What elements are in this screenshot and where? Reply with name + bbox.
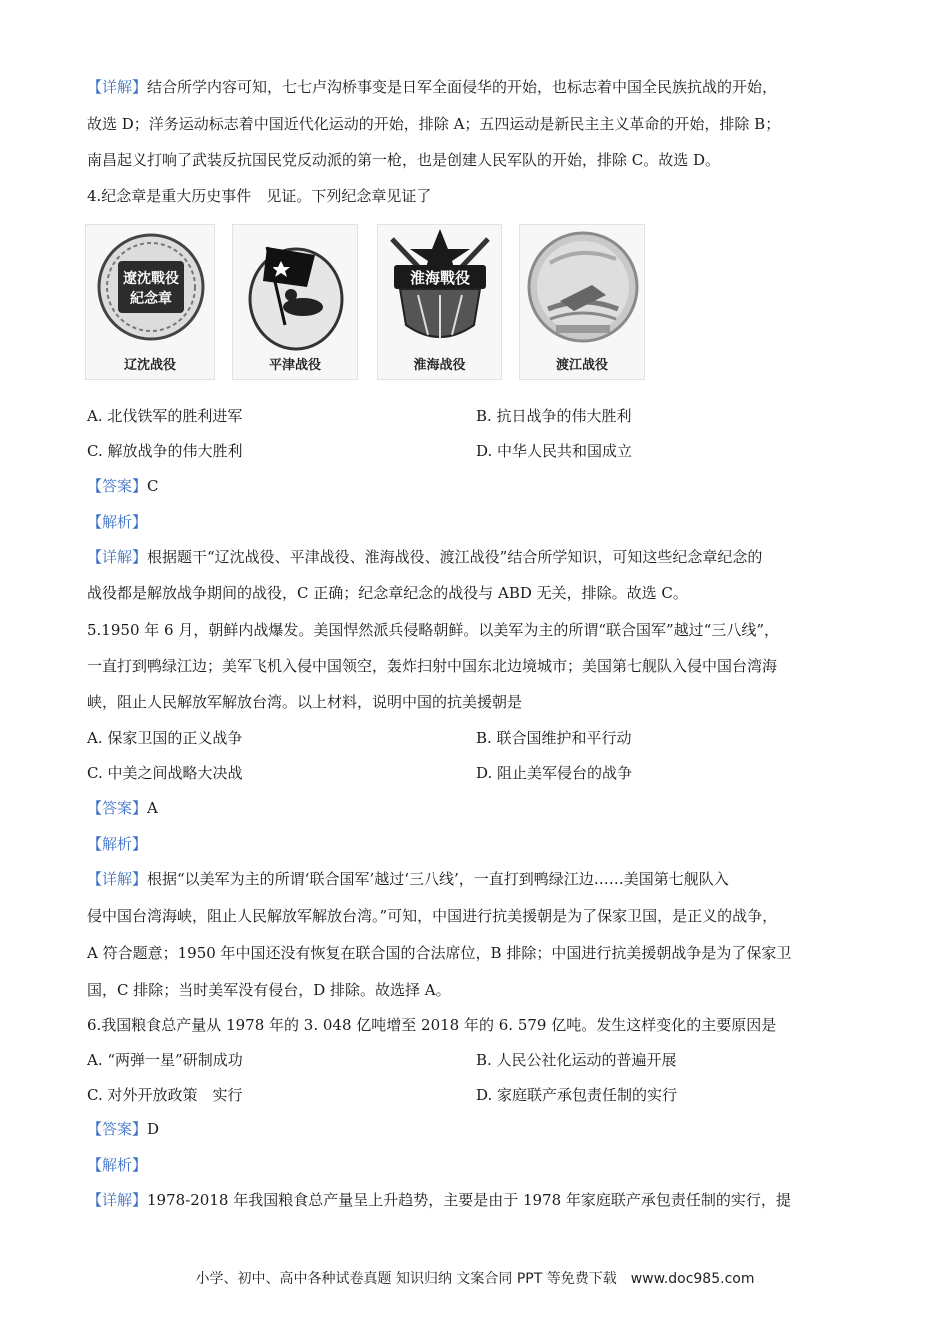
q5-option-d: D. 阻止美军侵台的战争 <box>476 764 633 782</box>
q6-option-a: A. “两弹一星”研制成功 <box>87 1051 243 1069</box>
svg-text:紀念章: 紀念章 <box>130 291 172 307</box>
detail-tag: 【详解】 <box>87 1191 148 1209</box>
q5-detail-line-2: 侵中国台湾海峡，阻止人民解放军解放台湾。”可知，中国进行抗美援朝是为了保家卫国，是正义的战争， <box>87 907 778 925</box>
q5-stem-line-1: 5.1950 年 6 月，朝鲜内战爆发。美国悍然派兵侵略朝鲜。以美军为主的所谓“联合国军”越过“三八线”， <box>87 621 780 639</box>
q6-option-d: D. 家庭联产承包责任制的实行 <box>476 1086 678 1104</box>
q5-detail-line-4: 国，C 排除；当时美军没有侵台，D 排除。故选择 A。 <box>87 981 451 999</box>
medal-liaoshen-icon <box>86 225 216 355</box>
q5-detail-line-3: A 符合题意；1950 年中国还没有恢复在联合国的合法席位，B 排除；中国进行抗美援朝战争是为了保家卫 <box>87 944 792 962</box>
q5-stem-line-3: 峡，阻止人民解放军解放台湾。以上材料，说明中国的抗美援朝是 <box>87 693 523 711</box>
answer-value: A <box>147 799 158 817</box>
q5-option-c: C. 中美之间战略大决战 <box>87 764 243 782</box>
q4-answer <box>87 475 877 497</box>
detail-tag: 【详解】 <box>87 870 148 888</box>
q3-detail-line-3: 南昌起义打响了武装反抗国民党反动派的第一枪，也是创建人民军队的开始，排除 C。故选 D。 <box>87 151 721 169</box>
q4-detail-line-2: 战役都是解放战争期间的战役，C 正确；纪念章纪念的战役与 ABD 无关，排除。故选 C。 <box>87 584 688 602</box>
medal-dujiang-icon <box>520 225 646 355</box>
q5-option-a: A. 保家卫国的正义战争 <box>87 729 243 747</box>
q4-option-c: C. 解放战争的伟大胜利 <box>87 442 243 460</box>
q3-detail-line-2: 故选 D；洋务运动标志着中国近代化运动的开始，排除 A；五四运动是新民主主义革命的开始，排除 B； <box>87 115 781 133</box>
q6-option-c: C. 对外开放政策 实行 <box>87 1086 243 1104</box>
q6-answer <box>87 1118 877 1140</box>
medal-liaoshen <box>85 224 215 380</box>
analysis-tag: 【解析】 <box>87 513 148 531</box>
medal-huaihai-icon <box>378 225 503 355</box>
medal-pingjin-icon <box>233 225 359 355</box>
detail-text: 根据“以美军为主的所谓‘联合国军’越过‘三八线’，一直打到鸭绿江边……美国第七舰队入 <box>147 870 729 888</box>
answer-tag: 【答案】 <box>87 1120 148 1138</box>
detail-text: 1978-2018 年我国粮食总产量呈上升趋势，主要是由于 1978 年家庭联产承包责任制的实行，提 <box>147 1191 791 1209</box>
medal-huaihai <box>377 224 502 380</box>
medal-caption: 平津战役 <box>268 358 321 373</box>
answer-tag: 【答案】 <box>87 477 148 495</box>
medal-caption: 淮海战役 <box>413 358 466 373</box>
medal-caption: 辽沈战役 <box>123 358 176 373</box>
detail-text: 结合所学内容可知，七七卢沟桥事变是日军全面侵华的开始，也标志着中国全民族抗战的开始， <box>147 78 778 96</box>
detail-text: 根据题干“辽沈战役、平津战役、淮海战役、渡江战役”结合所学知识，可知这些纪念章纪念的 <box>147 548 763 566</box>
q6-analysis <box>87 1154 877 1176</box>
medal-dujiang <box>519 224 645 380</box>
svg-text:遼沈戰役: 遼沈戰役 <box>123 271 179 287</box>
q5-option-b: B. 联合国维护和平行动 <box>476 729 632 747</box>
q3-detail-line-1 <box>87 76 877 98</box>
medal-image-row <box>85 224 645 380</box>
q5-stem-line-2: 一直打到鸭绿江边；美军飞机入侵中国领空，轰炸扫射中国东北边境城市；美国第七舰队入侵中国台湾海 <box>87 657 778 675</box>
detail-tag: 【详解】 <box>87 548 148 566</box>
medal-pingjin <box>232 224 358 380</box>
q6-option-b: B. 人民公社化运动的普遍开展 <box>476 1051 677 1069</box>
analysis-tag: 【解析】 <box>87 835 148 853</box>
q4-stem: 4.纪念章是重大历史事件 见证。下列纪念章见证了 <box>87 187 432 205</box>
q4-analysis <box>87 511 877 533</box>
q4-option-d: D. 中华人民共和国成立 <box>476 442 633 460</box>
svg-text:淮海戰役: 淮海戰役 <box>409 269 471 287</box>
answer-tag: 【答案】 <box>87 799 148 817</box>
q5-answer <box>87 797 877 819</box>
q6-stem: 6.我国粮食总产量从 1978 年的 3. 048 亿吨增至 2018 年的 6. 579 亿吨。发生这样变化的主要原因是 <box>87 1016 777 1034</box>
q5-analysis <box>87 833 877 855</box>
q4-detail-line-1 <box>87 546 877 568</box>
q4-option-a: A. 北伐铁军的胜利进军 <box>87 407 243 425</box>
q4-option-b: B. 抗日战争的伟大胜利 <box>476 407 632 425</box>
q5-detail-line-1 <box>87 868 877 890</box>
page-footer: 小学、初中、高中各种试卷真题 知识归纳 文案合同 PPT 等免费下载 www.doc985.com <box>195 1271 755 1287</box>
answer-value: C <box>147 477 159 495</box>
detail-tag: 【详解】 <box>87 78 148 96</box>
q6-detail-line-1 <box>87 1189 877 1211</box>
answer-value: D <box>147 1120 160 1138</box>
analysis-tag: 【解析】 <box>87 1156 148 1174</box>
medal-caption: 渡江战役 <box>555 358 608 373</box>
